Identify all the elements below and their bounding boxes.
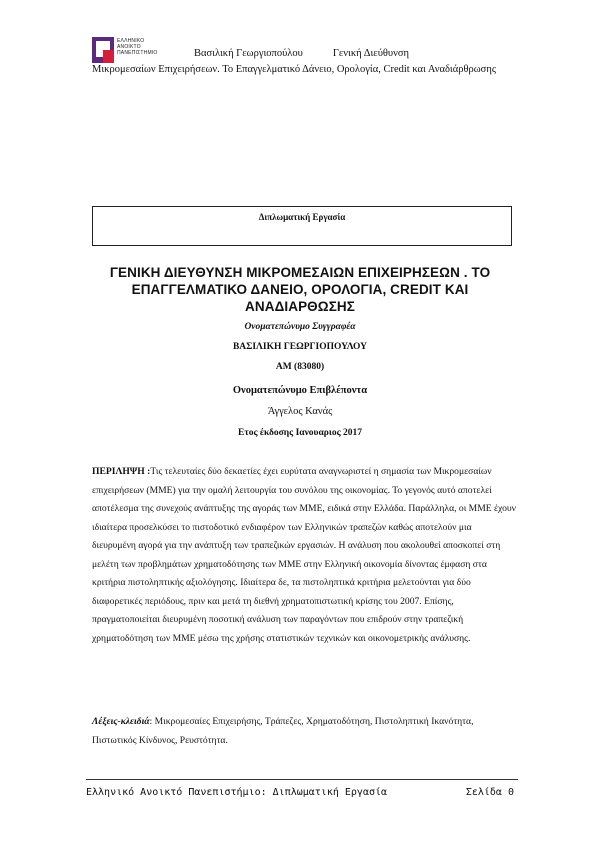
thesis-type-box xyxy=(92,206,512,246)
page-number: Σελίδα 0 xyxy=(465,787,514,798)
author-name: ΒΑΣΙΛΙΚΗ ΓΕΩΡΓΙΟΠΟΥΛΟΥ xyxy=(232,342,368,352)
supervisor-label: Ονοματεπώνυμο Επιβλέποντα xyxy=(232,385,368,396)
running-header xyxy=(92,46,512,78)
thesis-type-label: Διπλωματική Εργασία xyxy=(258,212,346,222)
abstract xyxy=(92,463,517,648)
logo-text-line: ΕΛΛΗΝΙΚΟ xyxy=(117,38,145,44)
keywords xyxy=(92,713,517,750)
student-id: ΑΜ (83080) xyxy=(275,362,325,372)
logo-text-line: ΑΝΟΙΚΤΟ xyxy=(117,44,141,50)
footer-divider xyxy=(86,779,518,780)
header-title-rest: Μικρομεσαίων Επιχειρήσεων. Το Επαγγελματικό Δάνειο, Ορολογία, Credit και Αναδιάρθρωσης xyxy=(92,64,496,75)
abstract-heading: ΠΕΡΙΛΗΨΗ : xyxy=(92,466,151,477)
publication-year: Ετος έκδοσης Ιανουαριος 2017 xyxy=(238,428,362,438)
author-label: Ονοματεπώνυμο Συγγραφέα xyxy=(244,322,356,332)
footer-institution: Ελληνικό Ανοικτό Πανεπιστήμιο: Διπλωματική Εργασία xyxy=(86,787,388,798)
header-title-start: Γενική Διεύθυνση xyxy=(332,48,410,59)
abstract-text: Τις τελευταίες δύο δεκαετίες έχει ευρύτατα αναγνωριστεί η σημασία των Μικρομεσαίων επιχειρήσεων (ΜΜΕ) για την ομαλή λειτουργία του συνόλου της οικονομίας. Το γεγονός αυτό αποτελεί αποτέλεσμα της συνεχούς ανάπτυξης της αγοράς των ΜΜΕ, ειδικά στην Ελλάδα. Παράλληλα, οι ΜΜΕ έχουν ιδιαίτερα προσελκύσει το πιστοδοτικό ενδιαφέρον των Ελληνικών τραπεζών καθώς αποτελούν μια διευρυμένη αγορά για την ανάπτυξη των τραπεζικών εργασιών. Η ανάλυση που ακολουθεί αποσκοπεί στη μελέτη των προβλημάτων χρηματοδότησης των ΜΜΕ στην Ελληνική οικονομία δίνοντας έμφαση στα κριτήρια πιστοληπτικής αξιολόγησης. Ιδιαίτερα δε, τα πιστοληπτικά κριτήρια μελετούνται για δύο διαφορετικές περιόδους, πριν και μετά τη διεθνή χρηματοπιστωτική κρίσης του 2007. Επίσης, πραγματοποιείται διευρυμένη ποσοτική ανάλυση των παραγόντων που επιδρούν στην τραπεζική χρηματοδότηση των ΜΜΕ μέσω της χρήσης στατιστικών τεχνικών και οικονομετρικής ανάλυσης. xyxy=(92,466,516,644)
supervisor-name: Άγγελος Κανάς xyxy=(267,406,333,417)
header-author: Βασιλική Γεωργιοπούλου xyxy=(194,48,303,59)
keywords-text: : Μικρομεσαίες Επιχειρήσης, Τράπεζες, Χρηματοδότηση, Πιστοληπτική Ικανότητα, Πιστωτικός Κίνδυνος, Ρευστότητα. xyxy=(92,716,474,746)
logo-text-line: ΠΑΝΕΠΙΣΤΗΜΙΟ xyxy=(117,50,158,56)
keywords-heading: Λέξεις-κλειδιά xyxy=(92,716,150,727)
thesis-title: ΓΕΝΙΚΗ ΔΙΕΥΘΥΝΣΗ ΜΙΚΡΟΜΕΣΑΙΩΝ ΕΠΙΧΕΙΡΗΣΕΩΝ . ΤΟ ΕΠΑΓΓΕΛΜΑΤΙΚΟ ΔΑΝΕΙΟ, ΟΡΟΛΟΓΙΑ, CREDIT ΚΑΙ ΑΝΑΔΙΑΡΘΩΣΗΣ xyxy=(109,265,491,314)
